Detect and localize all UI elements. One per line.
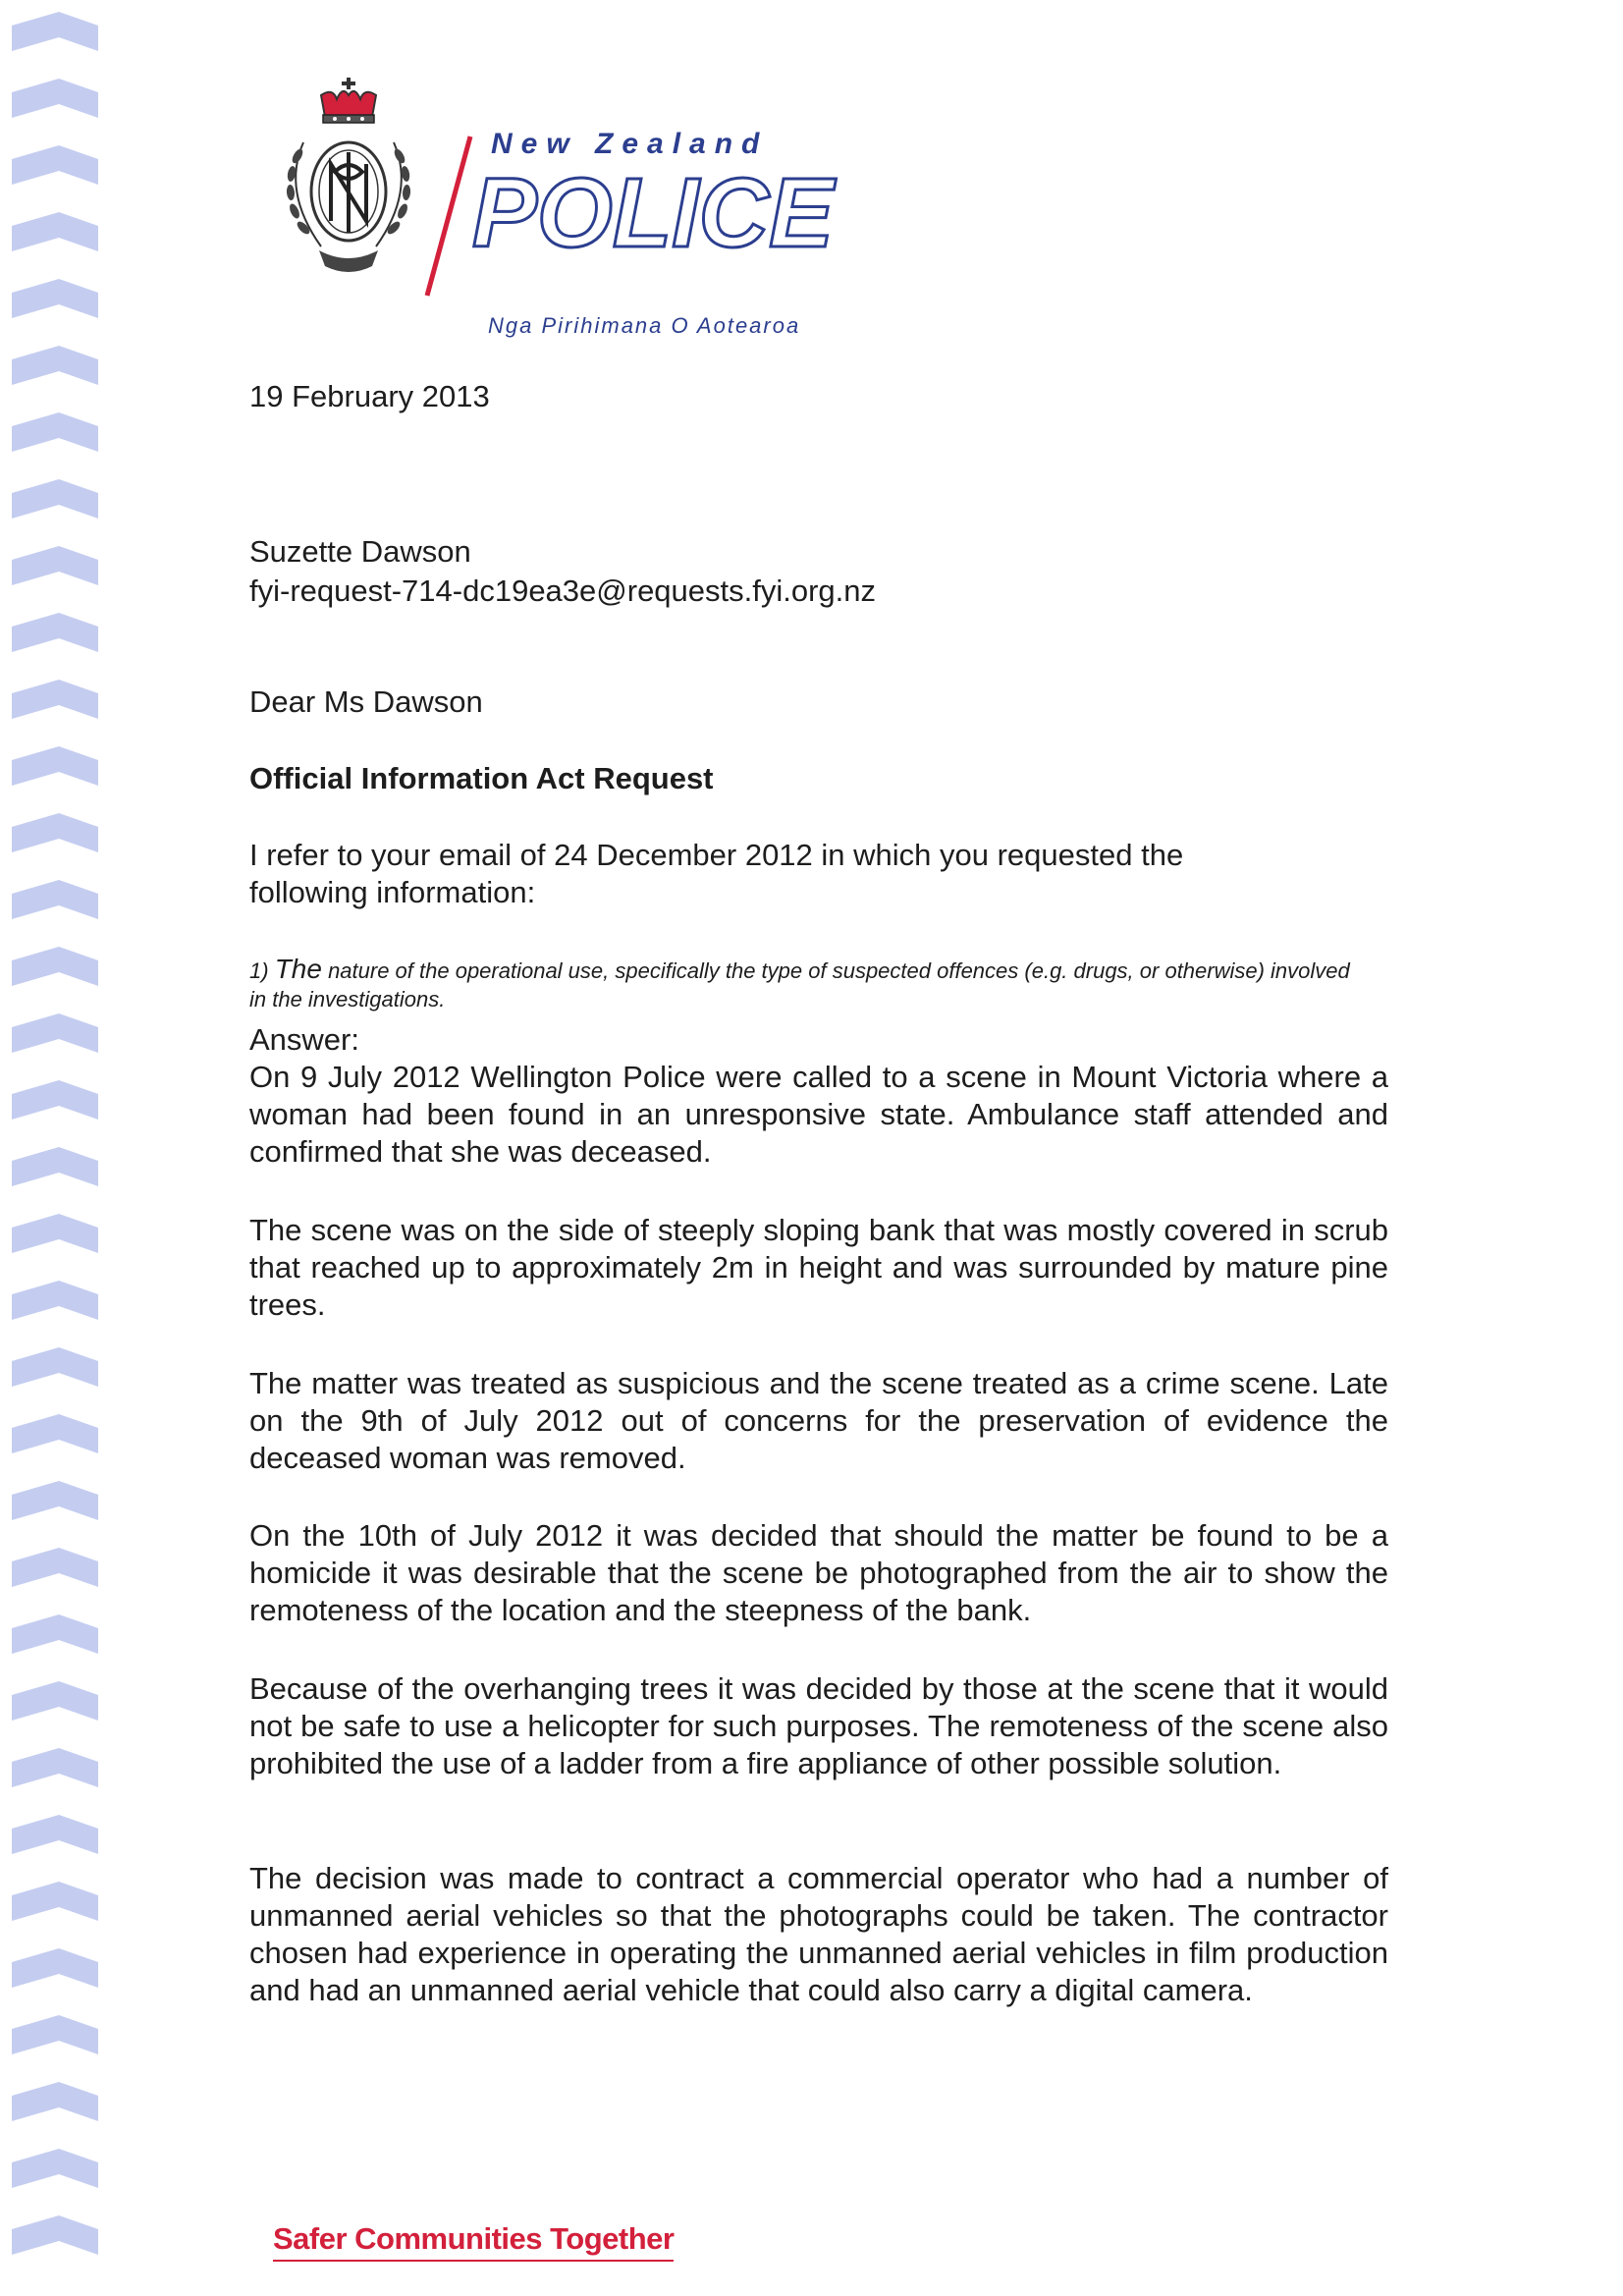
answer-paragraph-1: On 9 July 2012 Wellington Police were called to a scene in Mount Victoria where a woman had been found in an unresponsive state. Ambulance staff attended and confirmed that she was deceased.	[249, 1060, 1388, 1169]
chevron-mark	[12, 1948, 98, 1988]
chevron-mark	[12, 880, 98, 919]
chevron-mark	[12, 1882, 98, 1921]
answer-paragraph-6: The decision was made to contract a commercial operator who had a number of unmanned aerial vehicles so that the photographs could be taken. The contractor chosen had experience in operating the unmanned aerial vehicles in film production and had an unmanned aerial vehicle that could also carry a digital camera.	[249, 1861, 1388, 2007]
chevron-mark	[12, 1281, 98, 1320]
chevron-border	[0, 0, 108, 2296]
org-line1: New Zealand	[491, 128, 769, 160]
chevron-mark	[12, 2015, 98, 2054]
chevron-mark	[12, 746, 98, 786]
chevron-mark	[12, 479, 98, 519]
chevron-mark	[12, 680, 98, 719]
police-crest-icon	[270, 74, 427, 290]
chevron-mark	[12, 346, 98, 385]
recipient-email: fyi-request-714-dc19ea3e@requests.fyi.org.nz	[249, 574, 877, 608]
footer-tagline-text: Safer Communities Together	[273, 2221, 675, 2256]
chevron-mark	[12, 546, 98, 585]
chevron-mark	[12, 412, 98, 452]
org-maori-name: Nga Pirihimana O Aotearoa	[488, 313, 801, 338]
question-number: 1)	[249, 958, 269, 983]
org-name-text: POLICE	[472, 164, 838, 262]
chevron-mark	[12, 1748, 98, 1787]
chevron-mark	[12, 947, 98, 986]
intro-paragraph: I refer to your email of 24 December 2012 in which you requested the following information:	[249, 838, 1184, 909]
answer-paragraph-3: The matter was treated as suspicious and the scene treated as a crime scene. Late on the 9th of July 2012 out of concerns for the preservation of evidence the deceased woman was removed.	[249, 1366, 1388, 1475]
question-first-word: The	[274, 954, 322, 984]
org-name-wordmark	[466, 164, 839, 262]
subject-heading: Official Information Act Request	[249, 761, 714, 795]
chevron-mark	[12, 2082, 98, 2121]
chevron-mark	[12, 1548, 98, 1587]
chevron-mark	[12, 12, 98, 51]
answer-paragraph-2: The scene was on the side of steeply sloping bank that was mostly covered in scrub that reached up to approximately 2m in height and was surrounded by mature pine trees.	[249, 1213, 1388, 1322]
chevron-mark	[12, 1414, 98, 1453]
chevron-mark	[12, 279, 98, 318]
chevron-mark	[12, 1481, 98, 1520]
answer-paragraph-5: Because of the overhanging trees it was decided by those at the scene that it would not be safe to use a helicopter for such purposes. The remoteness of the scene also prohibited the use of a ladder from a fire appliance of other possible solution.	[249, 1671, 1388, 1780]
chevron-mark	[12, 1614, 98, 1654]
recipient-name: Suzette Dawson	[249, 534, 471, 569]
answer-label: Answer:	[249, 1022, 359, 1057]
chevron-mark	[12, 1147, 98, 1186]
letter-date: 19 February 2013	[249, 379, 490, 413]
chevron-mark	[12, 1815, 98, 1854]
chevron-mark	[12, 613, 98, 652]
salutation: Dear Ms Dawson	[249, 684, 483, 719]
chevron-mark	[12, 1013, 98, 1053]
chevron-mark	[12, 1681, 98, 1721]
question-text: nature of the operational use, specifically the type of suspected offences (e.g. drugs, or otherwise) involved in the investigations.	[249, 958, 1350, 1011]
chevron-mark	[12, 1214, 98, 1253]
footer-tagline	[273, 2221, 674, 2257]
chevron-mark	[12, 813, 98, 852]
chevron-mark	[12, 2215, 98, 2255]
footer-underline	[273, 2260, 674, 2262]
chevron-mark	[12, 2149, 98, 2188]
chevron-mark	[12, 145, 98, 185]
question-item	[249, 955, 1369, 1013]
chevron-mark	[12, 79, 98, 118]
chevron-mark	[12, 1347, 98, 1387]
answer-paragraph-4: On the 10th of July 2012 it was decided that should the matter be found to be a homicide it was desirable that the scene be photographed from the air to show the remoteness of the location and the steepness of the bank.	[249, 1518, 1388, 1627]
chevron-mark	[12, 212, 98, 251]
nz-police-logo	[270, 74, 879, 338]
chevron-mark	[12, 1080, 98, 1120]
